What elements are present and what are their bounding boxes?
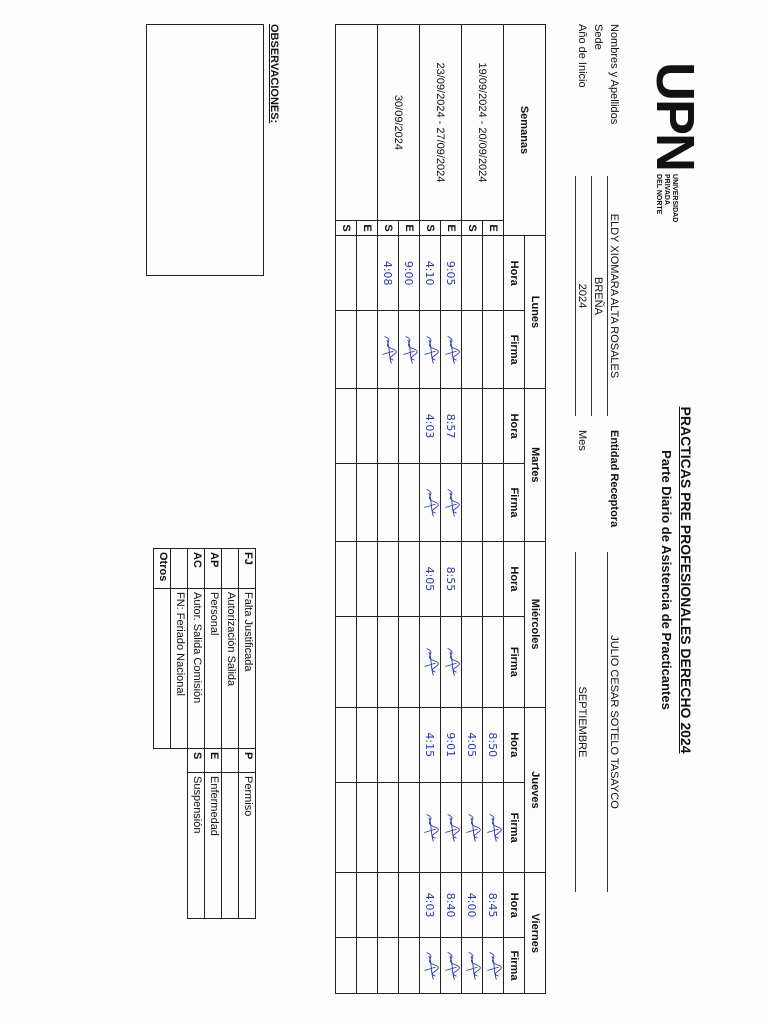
hora-cell <box>462 236 483 311</box>
year-label: Año de Inicio <box>576 24 588 88</box>
hora-header: Hora <box>504 236 525 311</box>
legend-desc <box>171 773 188 919</box>
name-value: ELDY XIOMARA ALTA ROSALES <box>607 176 620 416</box>
legend-code <box>222 549 239 589</box>
month-label: Mes <box>576 430 588 451</box>
hora-cell <box>378 873 399 938</box>
hora-header: Hora <box>504 873 525 938</box>
firma-cell <box>462 937 483 993</box>
legend-code: AC <box>188 549 205 589</box>
hora-cell <box>399 707 420 782</box>
firma-cell <box>399 617 420 707</box>
legend-desc: Suspensión <box>188 773 205 919</box>
legend-code <box>222 749 239 773</box>
firma-cell <box>399 311 420 389</box>
legend-code: FJ <box>239 549 256 589</box>
hora-cell <box>483 236 504 311</box>
hora-cell: 9:05 <box>441 236 462 311</box>
legend-code: P <box>239 749 256 773</box>
legend-desc <box>154 773 171 919</box>
table-row <box>483 25 504 994</box>
hora-cell: 4:03 <box>420 873 441 938</box>
hora-cell: 4:10 <box>420 236 441 311</box>
firma-cell <box>420 617 441 707</box>
month-value: SEPTIEMBRE <box>575 552 588 892</box>
week-label <box>336 25 378 221</box>
logo-line-3: DEL NORTE <box>655 174 662 215</box>
weeks-header: Semanas <box>504 25 546 236</box>
hora-cell: 8:55 <box>441 541 462 616</box>
hora-cell: 8:57 <box>441 388 462 463</box>
signature-icon <box>484 938 502 994</box>
hora-cell <box>357 707 378 782</box>
signature-icon <box>442 938 460 994</box>
firma-cell <box>336 937 357 993</box>
hora-cell: 8:45 <box>483 873 504 938</box>
name-label: Nombres y Apellidos <box>608 24 620 125</box>
logo-line-1: UNIVERSIDAD <box>671 174 678 223</box>
table-row <box>399 25 420 994</box>
day-lunes: Lunes <box>525 236 546 389</box>
entrada-marker: E <box>483 220 504 235</box>
hora-cell <box>357 388 378 463</box>
hora-cell <box>357 236 378 311</box>
hora-header: Hora <box>504 388 525 463</box>
hora-cell <box>378 541 399 616</box>
hora-cell: 4:05 <box>420 541 441 616</box>
signature-icon <box>442 322 460 378</box>
document-subtitle: Parte Diario de Asistencia de Practicantes <box>659 450 674 710</box>
entity-value: JULIO CESAR SOTELO TASAYCO <box>607 552 620 892</box>
day-jueves: Jueves <box>525 707 546 873</box>
legend-desc: Enfermedad <box>205 773 222 919</box>
legend-code: Otros <box>154 549 171 589</box>
legend-row <box>188 549 205 919</box>
signature-icon <box>421 938 439 994</box>
firma-cell <box>420 464 441 542</box>
firma-cell <box>420 311 441 389</box>
firma-cell <box>441 464 462 542</box>
firma-cell <box>462 464 483 542</box>
hora-cell <box>378 388 399 463</box>
hora-header: Hora <box>504 541 525 616</box>
signature-icon <box>463 800 481 856</box>
firma-cell <box>441 937 462 993</box>
legend-code <box>171 549 188 589</box>
firma-cell <box>357 937 378 993</box>
signature-icon <box>442 800 460 856</box>
attendance-table <box>335 24 546 994</box>
legend-table <box>153 548 256 919</box>
site-label: Sede <box>592 24 604 50</box>
legend-desc: Autorización Salida <box>222 589 239 749</box>
firma-header: Firma <box>504 311 525 389</box>
signature-icon <box>484 800 502 856</box>
firma-cell <box>336 782 357 872</box>
firma-cell <box>399 937 420 993</box>
entrada-marker: E <box>357 220 378 235</box>
hora-cell <box>399 541 420 616</box>
logo-line-2: PRIVADA <box>663 174 670 205</box>
hora-cell <box>357 873 378 938</box>
hora-cell: 4:08 <box>378 236 399 311</box>
firma-cell <box>399 782 420 872</box>
hora-cell <box>399 388 420 463</box>
legend-row <box>239 549 256 919</box>
legend-desc: Personal <box>205 589 222 749</box>
legend-desc: Permiso <box>239 773 256 919</box>
salida-marker: S <box>420 220 441 235</box>
legend-desc <box>154 589 171 749</box>
signature-icon <box>379 322 397 378</box>
salida-marker: S <box>336 220 357 235</box>
firma-cell <box>441 782 462 872</box>
legend-desc <box>222 773 239 919</box>
signature-icon <box>463 938 481 994</box>
legend-row <box>222 549 239 919</box>
firma-cell <box>378 937 399 993</box>
hora-cell: 9:00 <box>399 236 420 311</box>
entity-label: Entidad Receptora <box>608 430 620 528</box>
hora-cell <box>336 236 357 311</box>
firma-cell <box>336 311 357 389</box>
week-label: 30/09/2024 <box>378 25 420 221</box>
salida-marker: S <box>462 220 483 235</box>
firma-cell <box>483 782 504 872</box>
firma-cell <box>483 311 504 389</box>
upn-logo <box>632 62 705 223</box>
hora-cell: 9:01 <box>441 707 462 782</box>
observations-label: OBSERVACIONES: <box>268 24 280 124</box>
hora-cell <box>483 388 504 463</box>
signature-icon <box>421 634 439 690</box>
hora-cell <box>462 388 483 463</box>
entrada-marker: E <box>441 220 462 235</box>
hora-cell: 4:03 <box>420 388 441 463</box>
hora-cell <box>336 541 357 616</box>
firma-cell <box>357 464 378 542</box>
signature-icon <box>442 475 460 531</box>
logo-subtext <box>654 174 678 222</box>
firma-cell <box>441 617 462 707</box>
legend-desc: Autor. Salida Comisión <box>188 589 205 749</box>
legend-desc: Falta Justificada <box>239 589 256 749</box>
signature-icon <box>400 322 418 378</box>
legend-code: E <box>205 749 222 773</box>
firma-cell <box>336 617 357 707</box>
firma-cell <box>336 464 357 542</box>
hora-cell <box>483 541 504 616</box>
year-value: 2024 <box>575 176 588 416</box>
table-row <box>357 25 378 994</box>
hora-cell: 8:40 <box>441 873 462 938</box>
observations-box <box>146 24 264 276</box>
signature-icon <box>421 475 439 531</box>
firma-cell <box>399 464 420 542</box>
hora-cell: 4:05 <box>462 707 483 782</box>
legend-code <box>171 749 188 773</box>
hora-cell: 4:15 <box>420 707 441 782</box>
signature-icon <box>421 800 439 856</box>
firma-cell <box>420 937 441 993</box>
legend-row <box>154 549 171 919</box>
hora-cell <box>336 707 357 782</box>
hora-cell <box>336 873 357 938</box>
firma-cell <box>462 311 483 389</box>
legend-desc: FN: Feriado Nacional <box>171 589 188 749</box>
firma-header: Firma <box>504 617 525 707</box>
logo-wordmark: UPN <box>645 62 705 171</box>
firma-cell <box>462 782 483 872</box>
day-miercoles: Miércoles <box>525 541 546 707</box>
hora-header: Hora <box>504 707 525 782</box>
legend-code: S <box>188 749 205 773</box>
legend-code: AP <box>205 549 222 589</box>
firma-cell <box>462 617 483 707</box>
hora-cell <box>336 388 357 463</box>
firma-cell <box>357 617 378 707</box>
firma-header: Firma <box>504 937 525 993</box>
firma-cell <box>378 617 399 707</box>
site-value: BREÑA <box>591 176 604 416</box>
signature-icon <box>442 634 460 690</box>
firma-cell <box>378 311 399 389</box>
signature-icon <box>421 322 439 378</box>
hora-cell: 4:00 <box>462 873 483 938</box>
hora-cell <box>357 541 378 616</box>
firma-header: Firma <box>504 782 525 872</box>
week-label: 19/09/2024 - 20/09/2024 <box>462 25 504 221</box>
day-martes: Martes <box>525 388 546 541</box>
entrada-marker: E <box>399 220 420 235</box>
salida-marker: S <box>378 220 399 235</box>
hora-cell <box>462 541 483 616</box>
legend-row <box>205 549 222 919</box>
firma-cell <box>357 782 378 872</box>
hora-cell <box>399 873 420 938</box>
day-viernes: Viernes <box>525 873 546 994</box>
firma-cell <box>378 464 399 542</box>
document-title: PRACTICAS PRE PROFESIONALES DERECHO 2024 <box>678 406 694 754</box>
firma-cell <box>441 311 462 389</box>
firma-cell <box>420 782 441 872</box>
firma-cell <box>483 464 504 542</box>
firma-cell <box>483 937 504 993</box>
hora-cell <box>378 707 399 782</box>
firma-header: Firma <box>504 464 525 542</box>
hora-cell: 8:50 <box>483 707 504 782</box>
firma-cell <box>378 782 399 872</box>
week-label: 23/09/2024 - 27/09/2024 <box>420 25 462 221</box>
firma-cell <box>483 617 504 707</box>
legend-code <box>154 749 171 773</box>
table-row <box>441 25 462 994</box>
day-header-row <box>525 25 546 994</box>
firma-cell <box>357 311 378 389</box>
legend-row <box>171 549 188 919</box>
